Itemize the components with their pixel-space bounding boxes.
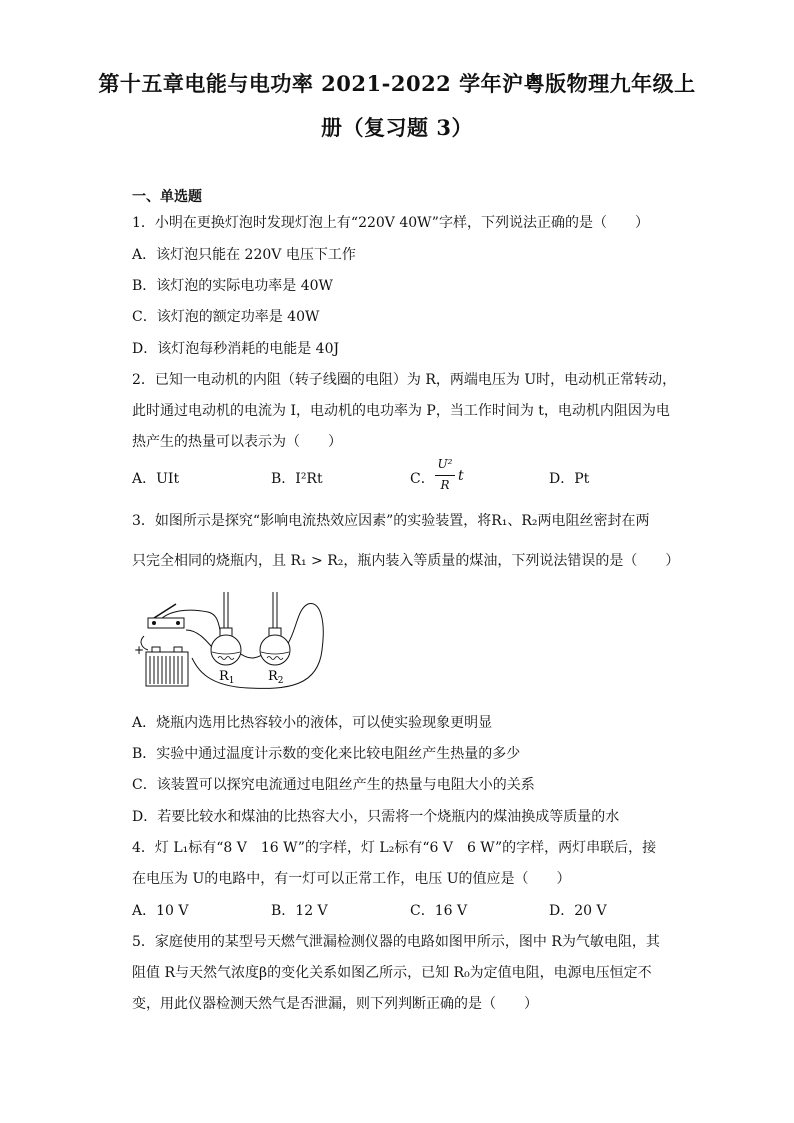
- q4-option-c: C．16 V: [410, 903, 468, 919]
- flask-2-icon: [260, 592, 290, 665]
- q3-apparatus-figure: [128, 590, 328, 698]
- q3-option-a: A．烧瓶内选用比热容较小的液体，可以使实验现象更明显: [132, 715, 493, 731]
- q2-option-c-fraction-bar: [435, 475, 455, 476]
- section-heading: 一、单选题: [132, 189, 202, 205]
- q1-option-c: C．该灯泡的额定功率是 40W: [132, 309, 320, 325]
- label-r1: $R_1$: [219, 669, 235, 686]
- q2-stem-line-2: 此时通过电动机的电流为 I，电动机的电功率为 P，当工作时间为 t，电动机内阻因为电: [132, 403, 670, 419]
- q2-stem-line-1: 2．已知一电动机的内阻（转子线圈的电阻）为 R，两端电压为 U时，电动机正常转动，: [132, 372, 677, 388]
- q2-option-c-suffix: t: [458, 468, 464, 484]
- q3-stem-line-2: 只完全相同的烧瓶内，且 R₁ > R₂，瓶内装入等质量的煤油，下列说法错误的是（ ）: [132, 553, 680, 569]
- q5-stem-line-1: 5．家庭使用的某型号天燃气泄漏检测仪器的电路如图甲所示，图中 R为气敏电阻，其: [132, 934, 660, 950]
- q1-option-d: D．该灯泡每秒消耗的电能是 40J: [132, 341, 340, 357]
- battery-icon: [146, 647, 188, 686]
- q3-stem-line-1: 3．如图所示是探究“影响电流热效应因素”的实验装置，将R₁、R₂两电阻丝密封在两: [132, 513, 650, 529]
- q4-stem-line-2: 在电压为 U的电路中，有一灯可以正常工作，电压 U的值应是（ ）: [132, 871, 571, 887]
- q1-option-a: A．该灯泡只能在 220V 电压下工作: [132, 247, 356, 263]
- q2-option-a: A．UIt: [132, 471, 180, 487]
- q4-option-d: D．20 V: [549, 903, 607, 919]
- q2-stem-line-3: 热产生的热量可以表示为（ ）: [132, 434, 342, 450]
- q1-option-b: B．该灯泡的实际电功率是 40W: [132, 278, 333, 294]
- label-r2: $R_2$: [268, 669, 284, 686]
- q3-option-b: B．实验中通过温度计示数的变化来比较电阻丝产生热量的多少: [132, 746, 521, 762]
- document-title-line-1: 第十五章电能与电功率 2021-2022 学年沪粤版物理九年级上: [98, 71, 696, 96]
- q2-option-c-prefix: C．: [410, 471, 435, 487]
- q4-stem-line-1: 4．灯 L₁标有“8 V 16 W”的字样，灯 L₂标有“6 V 6 W”的字样，两灯串联后，接: [132, 840, 657, 856]
- battery-plus-sign: +: [134, 643, 145, 657]
- q3-option-d: D．若要比较水和煤油的比热容大小，只需将一个烧瓶内的煤油换成等质量的水: [132, 809, 620, 825]
- q5-stem-line-3: 变，用此仪器检测天然气是否泄漏，则下列判断正确的是（ ）: [132, 996, 538, 1012]
- q5-stem-line-2: 阻值 R与天然气浓度β的变化关系如图乙所示，已知 R₀为定值电阻，电源电压恒定不: [132, 965, 652, 981]
- q2-option-c-numerator: U²: [437, 457, 453, 471]
- q2-option-c-denominator: R: [440, 478, 450, 492]
- q1-stem: 1．小明在更换灯泡时发现灯泡上有“220V 40W”字样，下列说法正确的是（ ）: [132, 215, 649, 231]
- document-title-line-2: 册（复习题 3）: [321, 115, 473, 140]
- q4-option-b: B．12 V: [271, 903, 328, 919]
- q3-option-c: C．该装置可以探究电流通过电阻丝产生的热量与电阻大小的关系: [132, 777, 535, 793]
- q4-option-a: A．10 V: [132, 903, 189, 919]
- q2-option-d: D．Pt: [549, 471, 590, 487]
- q2-option-b: B．I²Rt: [271, 471, 323, 487]
- flask-1-icon: [211, 592, 241, 665]
